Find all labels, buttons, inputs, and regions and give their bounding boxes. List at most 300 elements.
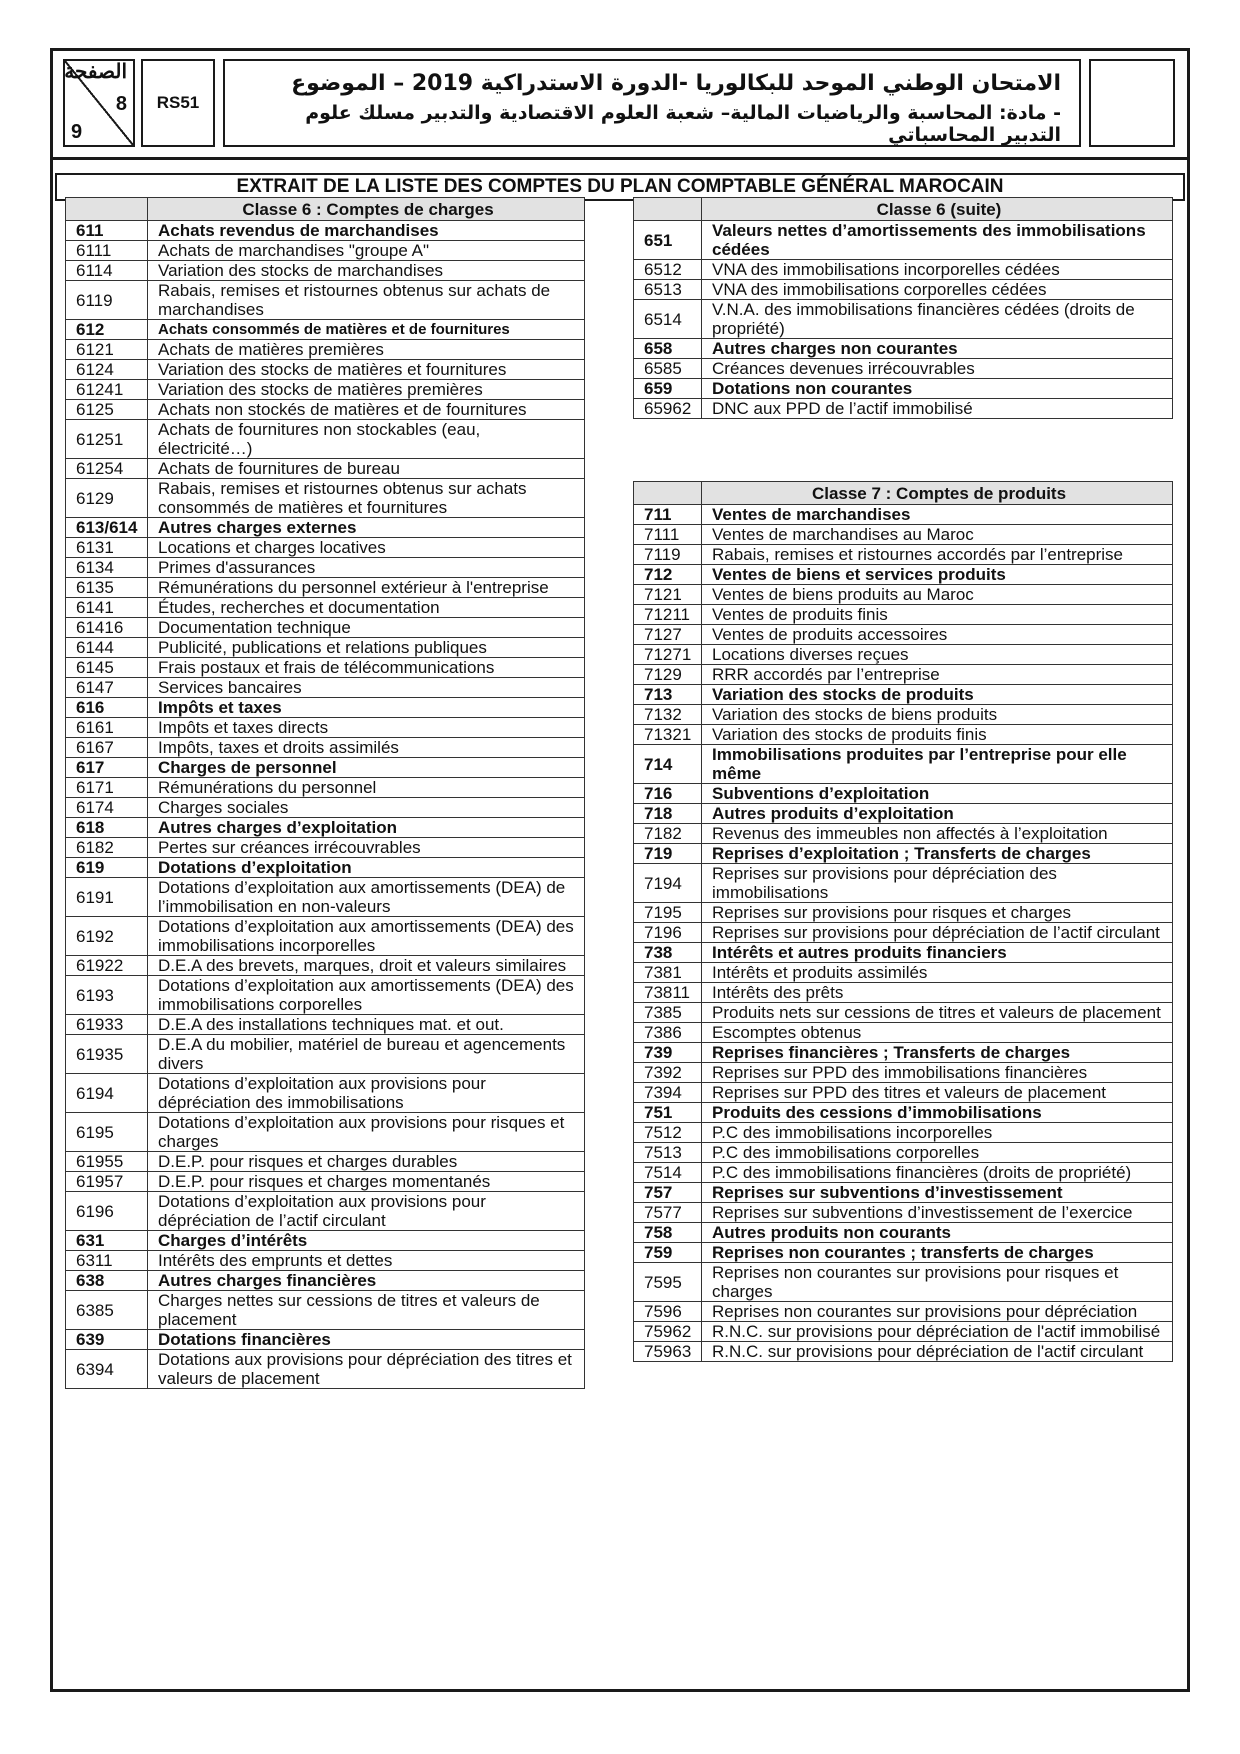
account-code: 73811	[634, 983, 702, 1003]
account-label: Reprises sur PPD des immobilisations financières	[702, 1063, 1173, 1083]
account-label: D.E.A du mobilier, matériel de bureau et agencements divers	[148, 1035, 585, 1074]
account-label: Dotations financières	[148, 1330, 585, 1350]
table-row	[66, 1271, 585, 1291]
table-row	[634, 685, 1173, 705]
table-row	[66, 479, 585, 518]
account-label: Variation des stocks de marchandises	[148, 261, 585, 281]
account-label: Autres charges financières	[148, 1271, 585, 1291]
table-row	[634, 585, 1173, 605]
account-code: 6125	[66, 400, 148, 420]
table-row	[634, 1342, 1173, 1362]
account-code: 65962	[634, 399, 702, 419]
account-label: R.N.C. sur provisions pour dépréciation de l'actif immobilisé	[702, 1322, 1173, 1342]
table-row	[634, 1083, 1173, 1103]
table-row	[634, 1223, 1173, 1243]
account-label: Variation des stocks de matières et fournitures	[148, 360, 585, 380]
table-row	[66, 1035, 585, 1074]
table-row	[66, 221, 585, 241]
account-code: 757	[634, 1183, 702, 1203]
account-label: Reprises sur PPD des titres et valeurs de placement	[702, 1083, 1173, 1103]
table-row	[66, 1350, 585, 1389]
account-code: 61933	[66, 1015, 148, 1035]
account-code: 738	[634, 943, 702, 963]
account-label: Revenus des immeubles non affectés à l’exploitation	[702, 824, 1173, 844]
table-row	[66, 1172, 585, 1192]
table-row	[634, 505, 1173, 525]
account-code: 6194	[66, 1074, 148, 1113]
table-row	[634, 1003, 1173, 1023]
account-label: Reprises financières ; Transferts de charges	[702, 1043, 1173, 1063]
page-frame	[50, 48, 1190, 1692]
account-label: Ventes de produits accessoires	[702, 625, 1173, 645]
table-row	[634, 804, 1173, 824]
table-row	[634, 903, 1173, 923]
table-row	[634, 625, 1173, 645]
account-code: 619	[66, 858, 148, 878]
account-code: 6161	[66, 718, 148, 738]
account-code: 6311	[66, 1251, 148, 1271]
table-row	[66, 360, 585, 380]
document-title: EXTRAIT DE LA LISTE DES COMPTES DU PLAN COMPTABLE GÉNÉRAL MAROCAIN	[55, 173, 1185, 201]
account-code: 6385	[66, 1291, 148, 1330]
table-row	[634, 300, 1173, 339]
account-label: Locations et charges locatives	[148, 538, 585, 558]
account-label: Reprises sur subventions d’investissement de l’exercice	[702, 1203, 1173, 1223]
account-code: 7111	[634, 525, 702, 545]
account-code: 6585	[634, 359, 702, 379]
table-row	[634, 1123, 1173, 1143]
account-label: Ventes de marchandises	[702, 505, 1173, 525]
account-code: 61251	[66, 420, 148, 459]
account-code: 7381	[634, 963, 702, 983]
account-label: Rabais, remises et ristournes obtenus sur achats consommés de matières et fournitures	[148, 479, 585, 518]
table-row	[66, 420, 585, 459]
account-code: 71211	[634, 605, 702, 625]
account-code: 6193	[66, 976, 148, 1015]
account-code: 6191	[66, 878, 148, 917]
account-code: 616	[66, 698, 148, 718]
account-label: V.N.A. des immobilisations financières cédées (droits de propriété)	[702, 300, 1173, 339]
table-row	[66, 400, 585, 420]
table-row	[634, 824, 1173, 844]
account-code: 7196	[634, 923, 702, 943]
account-code: 639	[66, 1330, 148, 1350]
account-label: D.E.A des brevets, marques, droit et valeurs similaires	[148, 956, 585, 976]
account-code: 6513	[634, 280, 702, 300]
table-heading: Classe 7 : Comptes de produits	[702, 482, 1173, 505]
account-code: 7194	[634, 864, 702, 903]
account-code: 6196	[66, 1192, 148, 1231]
account-code: 713	[634, 685, 702, 705]
account-code: 61935	[66, 1035, 148, 1074]
exam-title-line1: الامتحان الوطني الموحد للبكالوريا -الدورة الاستدراكية 2019 – الموضوع	[291, 71, 1061, 96]
table-row	[66, 281, 585, 320]
account-label: Rabais, remises et ristournes accordés par l’entreprise	[702, 545, 1173, 565]
account-label: Rabais, remises et ristournes obtenus sur achats de marchandises	[148, 281, 585, 320]
table-row	[634, 1302, 1173, 1322]
account-label: Achats de marchandises "groupe A"	[148, 241, 585, 261]
table-row	[66, 858, 585, 878]
table-row	[66, 1251, 585, 1271]
table-heading: Classe 6 : Comptes de charges	[148, 198, 585, 221]
account-code: 61416	[66, 618, 148, 638]
header-empty-box	[1089, 59, 1175, 147]
page-label: الصفحة	[64, 61, 127, 83]
account-label: Reprises non courantes sur provisions pour risques et charges	[702, 1263, 1173, 1302]
account-label: Dotations d’exploitation aux provisions pour dépréciation des immobilisations	[148, 1074, 585, 1113]
table-row	[634, 963, 1173, 983]
account-label: Dotations d’exploitation aux provisions pour dépréciation de l’actif circulant	[148, 1192, 585, 1231]
account-code: 71321	[634, 725, 702, 745]
table-row	[66, 1330, 585, 1350]
account-code: 7132	[634, 705, 702, 725]
account-code: 7182	[634, 824, 702, 844]
table-row	[634, 1103, 1173, 1123]
account-code: 6135	[66, 578, 148, 598]
page-total: 9	[71, 121, 83, 143]
account-label: Intérêts et autres produits financiers	[702, 943, 1173, 963]
table-row	[634, 665, 1173, 685]
table-row	[634, 1203, 1173, 1223]
table-row	[66, 320, 585, 340]
account-label: Variation des stocks de matières premières	[148, 380, 585, 400]
account-label: Escomptes obtenus	[702, 1023, 1173, 1043]
table-header-blank	[634, 198, 702, 221]
table-row	[634, 605, 1173, 625]
account-label: Charges d’intérêts	[148, 1231, 585, 1251]
table-row	[66, 738, 585, 758]
account-label: Études, recherches et documentation	[148, 598, 585, 618]
account-label: Autres produits non courants	[702, 1223, 1173, 1243]
table-row	[634, 1263, 1173, 1302]
account-code: 758	[634, 1223, 702, 1243]
account-code: 6131	[66, 538, 148, 558]
table-row	[634, 1063, 1173, 1083]
account-code: 638	[66, 1271, 148, 1291]
account-label: D.E.P. pour risques et charges durables	[148, 1152, 585, 1172]
account-code: 7127	[634, 625, 702, 645]
account-code: 6121	[66, 340, 148, 360]
table-row	[634, 705, 1173, 725]
account-label: Pertes sur créances irrécouvrables	[148, 838, 585, 858]
table-row	[634, 1023, 1173, 1043]
table-row	[634, 923, 1173, 943]
account-code: 7596	[634, 1302, 702, 1322]
table-row	[66, 618, 585, 638]
account-label: Reprises sur provisions pour dépréciation de l’actif circulant	[702, 923, 1173, 943]
account-code: 6114	[66, 261, 148, 281]
account-label: Ventes de produits finis	[702, 605, 1173, 625]
class6-continued-table	[633, 197, 1173, 419]
account-label: Autres charges d’exploitation	[148, 818, 585, 838]
account-code: 61957	[66, 1172, 148, 1192]
table-row	[634, 280, 1173, 300]
account-code: 7385	[634, 1003, 702, 1023]
table-row	[634, 983, 1173, 1003]
account-label: Dotations d’exploitation	[148, 858, 585, 878]
account-label: Ventes de marchandises au Maroc	[702, 525, 1173, 545]
table-row	[634, 844, 1173, 864]
account-code: 71271	[634, 645, 702, 665]
account-code: 7392	[634, 1063, 702, 1083]
table-row	[634, 1322, 1173, 1342]
account-code: 6171	[66, 778, 148, 798]
account-code: 631	[66, 1231, 148, 1251]
account-label: Publicité, publications et relations publiques	[148, 638, 585, 658]
account-code: 6512	[634, 260, 702, 280]
account-label: DNC aux PPD de l’actif immobilisé	[702, 399, 1173, 419]
account-label: Dotations d’exploitation aux amortissements (DEA) des immobilisations incorporelles	[148, 917, 585, 956]
table-row	[634, 565, 1173, 585]
account-label: Charges de personnel	[148, 758, 585, 778]
account-code: 719	[634, 844, 702, 864]
account-label: Charges sociales	[148, 798, 585, 818]
class6-charges-table	[65, 197, 585, 1389]
account-code: 714	[634, 745, 702, 784]
account-code: 6129	[66, 479, 148, 518]
exam-title-line2: - مادة: المحاسبة والرياضيات المالية– شعبة العلوم الاقتصادية والتدبير مسلك علوم التدبير المحاسباتي	[305, 102, 1061, 146]
account-code: 6167	[66, 738, 148, 758]
account-label: Intérêts des emprunts et dettes	[148, 1251, 585, 1271]
account-label: Achats de fournitures non stockables (eau, électricité…)	[148, 420, 585, 459]
table-row	[66, 241, 585, 261]
account-label: Ventes de biens produits au Maroc	[702, 585, 1173, 605]
account-code: 751	[634, 1103, 702, 1123]
exam-header	[53, 51, 1187, 160]
account-label: Dotations non courantes	[702, 379, 1173, 399]
table-row	[634, 1143, 1173, 1163]
account-label: P.C des immobilisations incorporelles	[702, 1123, 1173, 1143]
account-code: 739	[634, 1043, 702, 1063]
table-row	[634, 1163, 1173, 1183]
table-row	[634, 1043, 1173, 1063]
account-label: P.C des immobilisations corporelles	[702, 1143, 1173, 1163]
account-label: VNA des immobilisations corporelles cédées	[702, 280, 1173, 300]
account-code: 7129	[634, 665, 702, 685]
table-row	[634, 525, 1173, 545]
account-code: 651	[634, 221, 702, 260]
table-row	[66, 818, 585, 838]
account-label: Achats consommés de matières et de fournitures	[148, 320, 585, 340]
table-row	[634, 359, 1173, 379]
page-current: 8	[115, 93, 127, 115]
account-label: Documentation technique	[148, 618, 585, 638]
account-code: 612	[66, 320, 148, 340]
account-code: 6192	[66, 917, 148, 956]
account-label: D.E.P. pour risques et charges momentanés	[148, 1172, 585, 1192]
account-code: 61241	[66, 380, 148, 400]
table-row	[66, 956, 585, 976]
account-code: 6144	[66, 638, 148, 658]
account-code: 7394	[634, 1083, 702, 1103]
table-row	[66, 678, 585, 698]
account-label: Frais postaux et frais de télécommunications	[148, 658, 585, 678]
account-label: Reprises d’exploitation ; Transferts de charges	[702, 844, 1173, 864]
table-row	[634, 745, 1173, 784]
account-code: 6145	[66, 658, 148, 678]
account-code: 7513	[634, 1143, 702, 1163]
exam-code-box	[141, 59, 215, 147]
account-label: Subventions d’exploitation	[702, 784, 1173, 804]
account-label: Valeurs nettes d’amortissements des immobilisations cédées	[702, 221, 1173, 260]
account-label: Produits des cessions d’immobilisations	[702, 1103, 1173, 1123]
table-row	[634, 943, 1173, 963]
account-label: Impôts, taxes et droits assimilés	[148, 738, 585, 758]
account-label: Impôts et taxes	[148, 698, 585, 718]
table-header-blank	[634, 482, 702, 505]
table-row	[66, 798, 585, 818]
table-row	[66, 638, 585, 658]
account-label: Achats revendus de marchandises	[148, 221, 585, 241]
table-row	[66, 518, 585, 538]
account-code: 6514	[634, 300, 702, 339]
account-code: 6394	[66, 1350, 148, 1389]
table-row	[66, 598, 585, 618]
account-code: 7577	[634, 1203, 702, 1223]
account-label: Autres produits d’exploitation	[702, 804, 1173, 824]
table-row	[66, 976, 585, 1015]
account-code: 6195	[66, 1113, 148, 1152]
table-row	[66, 558, 585, 578]
account-label: Dotations d’exploitation aux amortissements (DEA) des immobilisations corporelles	[148, 976, 585, 1015]
account-label: P.C des immobilisations financières (droits de propriété)	[702, 1163, 1173, 1183]
account-label: Créances devenues irrécouvrables	[702, 359, 1173, 379]
exam-title-box	[223, 59, 1081, 147]
account-label: Reprises sur provisions pour dépréciation des immobilisations	[702, 864, 1173, 903]
account-code: 718	[634, 804, 702, 824]
account-code: 6111	[66, 241, 148, 261]
account-code: 7386	[634, 1023, 702, 1043]
account-code: 7119	[634, 545, 702, 565]
table-row	[66, 1192, 585, 1231]
account-code: 7595	[634, 1263, 702, 1302]
exam-code: RS51	[156, 93, 200, 112]
account-code: 6147	[66, 678, 148, 698]
account-label: Services bancaires	[148, 678, 585, 698]
account-label: Rémunérations du personnel extérieur à l'entreprise	[148, 578, 585, 598]
table-row	[66, 838, 585, 858]
account-label: Achats de matières premières	[148, 340, 585, 360]
table-row	[634, 221, 1173, 260]
table-row	[66, 1291, 585, 1330]
table-row	[634, 864, 1173, 903]
account-label: Achats de fournitures de bureau	[148, 459, 585, 479]
table-row	[634, 260, 1173, 280]
account-code: 6182	[66, 838, 148, 858]
table-row	[66, 1231, 585, 1251]
table-header-blank	[66, 198, 148, 221]
table-row	[634, 1183, 1173, 1203]
account-label: Variation des stocks de produits	[702, 685, 1173, 705]
table-row	[634, 545, 1173, 565]
account-label: Dotations d’exploitation aux amortissements (DEA) de l’immobilisation en non-valeurs	[148, 878, 585, 917]
table-row	[66, 261, 585, 281]
table-row	[66, 917, 585, 956]
account-code: 6134	[66, 558, 148, 578]
table-row	[66, 718, 585, 738]
account-code: 7121	[634, 585, 702, 605]
account-label: D.E.A des installations techniques mat. et out.	[148, 1015, 585, 1035]
account-label: Reprises sur subventions d’investissement	[702, 1183, 1173, 1203]
table-row	[66, 538, 585, 558]
account-code: 7514	[634, 1163, 702, 1183]
account-label: Intérêts et produits assimilés	[702, 963, 1173, 983]
account-label: Achats non stockés de matières et de fournitures	[148, 400, 585, 420]
table-row	[66, 1015, 585, 1035]
account-label: Charges nettes sur cessions de titres et valeurs de placement	[148, 1291, 585, 1330]
account-label: R.N.C. sur provisions pour dépréciation de l'actif circulant	[702, 1342, 1173, 1362]
account-code: 716	[634, 784, 702, 804]
account-code: 7512	[634, 1123, 702, 1143]
table-row	[634, 784, 1173, 804]
account-code: 759	[634, 1243, 702, 1263]
account-label: RRR accordés par l’entreprise	[702, 665, 1173, 685]
account-code: 617	[66, 758, 148, 778]
table-heading: Classe 6 (suite)	[702, 198, 1173, 221]
table-row	[66, 758, 585, 778]
account-code: 61922	[66, 956, 148, 976]
table-row	[66, 878, 585, 917]
account-code: 659	[634, 379, 702, 399]
table-row	[66, 578, 585, 598]
account-code: 75963	[634, 1342, 702, 1362]
account-label: Autres charges externes	[148, 518, 585, 538]
account-label: Locations diverses reçues	[702, 645, 1173, 665]
account-label: Produits nets sur cessions de titres et valeurs de placement	[702, 1003, 1173, 1023]
table-row	[66, 1152, 585, 1172]
account-label: Reprises non courantes ; transferts de charges	[702, 1243, 1173, 1263]
table-row	[66, 459, 585, 479]
account-label: Variation des stocks de biens produits	[702, 705, 1173, 725]
account-code: 613/614	[66, 518, 148, 538]
table-row	[634, 725, 1173, 745]
table-row	[66, 698, 585, 718]
account-label: Primes d'assurances	[148, 558, 585, 578]
account-code: 658	[634, 339, 702, 359]
account-label: Rémunérations du personnel	[148, 778, 585, 798]
page-number-box	[63, 59, 135, 147]
account-label: VNA des immobilisations incorporelles cédées	[702, 260, 1173, 280]
account-label: Immobilisations produites par l’entreprise pour elle même	[702, 745, 1173, 784]
account-code: 6174	[66, 798, 148, 818]
account-code: 711	[634, 505, 702, 525]
table-row	[634, 339, 1173, 359]
table-row	[634, 379, 1173, 399]
account-label: Dotations d’exploitation aux provisions pour risques et charges	[148, 1113, 585, 1152]
account-code: 75962	[634, 1322, 702, 1342]
table-row	[66, 1113, 585, 1152]
account-label: Reprises sur provisions pour risques et charges	[702, 903, 1173, 923]
account-code: 6124	[66, 360, 148, 380]
account-label: Intérêts des prêts	[702, 983, 1173, 1003]
account-code: 712	[634, 565, 702, 585]
table-row	[66, 778, 585, 798]
table-row	[66, 380, 585, 400]
account-code: 611	[66, 221, 148, 241]
table-row	[66, 1074, 585, 1113]
table-row	[634, 399, 1173, 419]
account-label: Autres charges non courantes	[702, 339, 1173, 359]
account-code: 6141	[66, 598, 148, 618]
account-code: 618	[66, 818, 148, 838]
account-label: Variation des stocks de produits finis	[702, 725, 1173, 745]
account-code: 6119	[66, 281, 148, 320]
account-code: 61955	[66, 1152, 148, 1172]
table-row	[66, 658, 585, 678]
account-code: 7195	[634, 903, 702, 923]
account-label: Dotations aux provisions pour dépréciation des titres et valeurs de placement	[148, 1350, 585, 1389]
table-row	[634, 645, 1173, 665]
